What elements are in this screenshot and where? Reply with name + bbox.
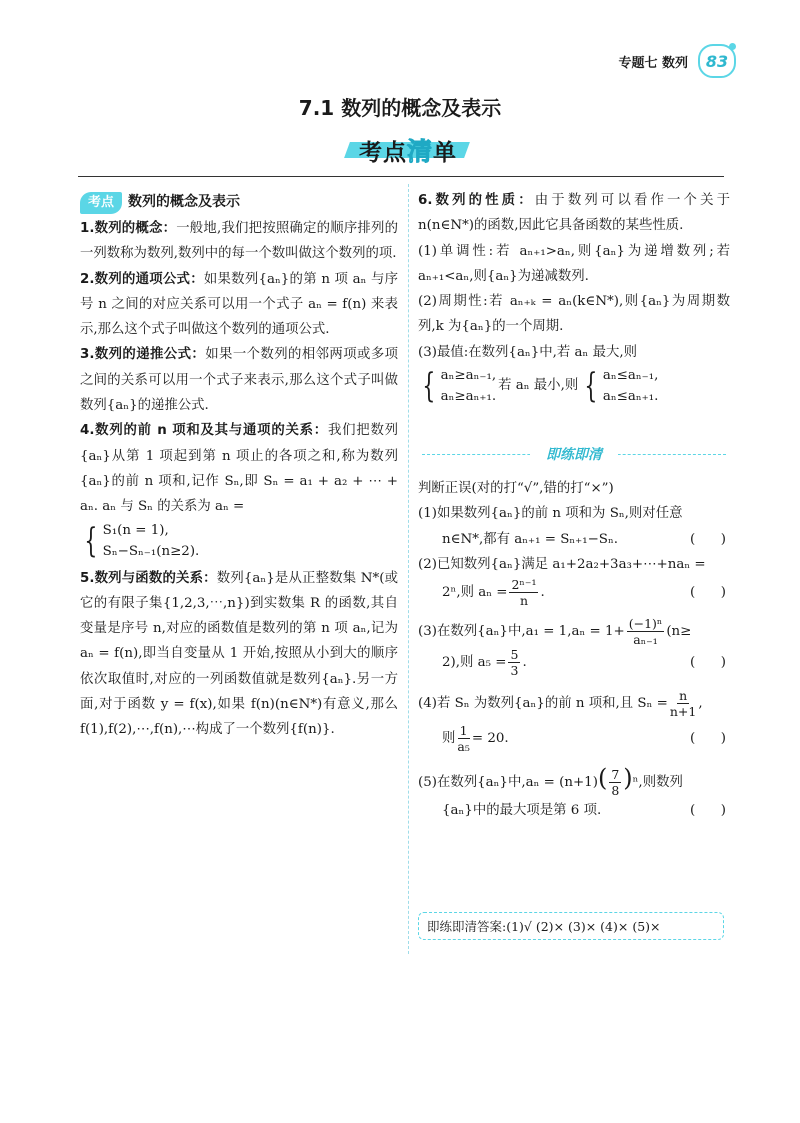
property-monotonic: (1)单调性:若 aₙ₊₁>aₙ,则{aₙ}为递增数列;若 aₙ₊₁<aₙ,则{aₙ}为递减数列. [418,243,730,284]
q3-ans-fraction [508,647,520,678]
question-1-line2 [418,527,730,552]
question-2-line2: 2ⁿ,则 aₙ = $\frac{\text{2ⁿ⁻¹}}{n}$ . ( ) [418,577,730,608]
banner-pre: 考点 [358,140,407,166]
answer-paren[interactable]: ( ) [690,531,726,547]
max-brace [418,365,496,407]
question-4-line2 [418,723,730,754]
piecewise-brace [80,520,199,562]
para-1-text: 一般地,我们把按照确定的顺序排列的一列数称为数列,数列中的每一个数叫做这个数列的项. [80,221,399,262]
dot-icon [729,43,736,50]
min-cond-2: aₙ≤aₙ₊₁. [602,389,659,405]
min-label: 若 aₙ 最小,则 [498,378,579,394]
q4-pre: 则 [442,731,456,747]
brace-icon: { [584,366,598,407]
answer-paren[interactable]: ( ) [690,803,726,819]
para-4-label: 4.数列的前 n 项和及其与通项的关系： [80,423,328,439]
q5-den: 8 [611,783,620,799]
q3-ans-den: 3 [510,663,519,679]
answer-box: 即练即清答案:(1)√ (2)× (3)× (4)× (5)× [418,912,724,940]
para-4-text: 我们把数列{aₙ}从第 1 项起到第 n 项止的各项之和,称为数列{aₙ}的前 n 项和,记作 Sₙ,即 Sₙ = a₁ + a₂ + ⋯ + aₙ. aₙ 与 Sₙ 的关系为 aₙ = [80,423,398,515]
practice-divider [418,444,730,466]
para-5-text: 数列{aₙ}是从正整数集 N*(或它的有限子集{1,2,3,⋯,n})到实数集 R 的函数,其自变量是序号 n,对应的函数值是数列的第 n 项 aₙ,记为 aₙ = f(n),即当自变量从 1 开始,按照从小到大的顺序依次取值时,对应的一列函数值就是数列{aₙ}.另一方面,对于函数 y = f(x),如果 f(n)(n∈N*)有意义,那么 f(1),f(2),⋯,f(n),⋯构成了一个数列{f(n)}. [80,570,398,738]
para-3-text: 如果一个数列的相邻两项或多项之间的关系可以用一个式子来表示,那么这个式子叫做数列{aₙ}的递推公式. [80,347,399,414]
q5-tail: ⁿ,则数列 [632,775,683,791]
question-2 [418,552,730,577]
para-6-label: 6.数列的性质： [418,193,535,208]
case-2: Sₙ−Sₙ₋₁(n≥2). [102,543,200,559]
practice-questions [418,476,730,823]
case-1: S₁(n = 1), [102,522,169,538]
min-brace [580,365,658,407]
q2-line2: 2ⁿ,则 aₙ = [442,585,508,601]
brace-icon: { [84,520,98,561]
kaodian-badge: 考点 [80,192,122,214]
q4b-fraction [457,723,469,754]
practice-label: 即练即清 [530,444,618,466]
question-3-line2: 2),则 a₅ = $\frac{5}{3}$ . ( ) [418,647,730,678]
q2-num: 2ⁿ⁻¹ [511,577,537,593]
para-5-label: 5.数列与函数的关系： [80,570,217,586]
q4b-num: 1 [459,723,468,739]
q4-fraction [670,688,696,719]
q5-line2: {aₙ}中的最大项是第 6 项. [442,803,602,819]
q3-line2: 2),则 a₅ = [442,655,507,671]
para-4-cases [80,520,398,562]
q2-fraction [509,577,538,608]
banner-mid: 清 [406,137,433,166]
chapter-label: 专题七 数列 [618,55,688,71]
q4-num: n [679,688,688,704]
para-2 [80,267,398,343]
q3-fraction [627,616,665,647]
q3-den: aₙ₋₁ [633,632,658,648]
min-cond-1: aₙ≤aₙ₋₁, [602,368,659,384]
q3-num: (−1)ⁿ [628,616,663,632]
q5-fraction [609,767,621,798]
max-cond-1: aₙ≥aₙ₋₁, [440,368,497,384]
para-5 [80,566,398,743]
section-title-row [80,188,398,216]
para-1-label: 1.数列的概念： [80,221,177,236]
para-2-text: 如果数列{aₙ}的第 n 项 aₙ 与序号 n 之间的对应关系可以用一个式子 aₙ = f(n) 来表示,那么这个式子叫做这个数列的通项公式. [80,271,399,338]
answer-paren[interactable]: ( ) [690,655,726,671]
para-2-label: 2.数列的通项公式： [80,271,204,287]
extremum-conditions [418,365,730,407]
section-heading: 7.1 数列的概念及表示 [298,96,502,120]
left-column [80,188,398,743]
answer-paren[interactable]: ( ) [690,585,726,601]
answer-paren[interactable]: ( ) [690,731,726,747]
question-3 [418,616,730,647]
para-4 [80,418,398,519]
property-periodic: (2)周期性:若 aₙ₊ₖ = aₙ(k∈N*),则{aₙ}为周期数列,k 为{aₙ}的一个周期. [418,294,730,335]
q4-post: = 20. [471,731,509,747]
banner-post: 单 [433,140,457,166]
page-number [698,44,736,78]
q2-line1: (2)已知数列{aₙ}满足 a₁+2a₂+3a₃+⋯+naₙ = [418,556,706,572]
q5-line1: (5)在数列{aₙ}中,aₙ = (n+1) [418,775,598,791]
q2-den: n [519,593,528,609]
banner-text [353,132,463,168]
judge-intro: 判断正误(对的打“√”,错的打“×”) [418,481,614,496]
question-1 [418,501,730,526]
para-6-text: 由于数列可以看作一个关于 n(n∈N*)的函数,因此它具备函数的某些性质. [418,193,731,234]
property-extremum: (3)最值:在数列{aₙ}中,若 aₙ 最大,则 [418,344,638,360]
brace-icon: { [422,366,436,407]
column-separator [408,184,409,954]
q1-line1: (1)如果数列{aₙ}的前 n 项和为 Sₙ,则对任意 [418,506,683,522]
q3-tail: (n≥ [666,624,692,640]
top-divider [78,176,724,177]
para-3-label: 3.数列的递推公式： [80,347,206,363]
page-header [618,46,736,76]
page-number-text: 83 [705,51,729,71]
section-title: 数列的概念及表示 [128,194,241,210]
question-4: (4)若 Sₙ 为数列{aₙ}的前 n 项和,且 Sₙ = $\frac{n}{n+1}$ , [418,688,703,720]
question-5-line2 [418,798,730,823]
para-3 [80,342,398,418]
question-5: (5)在数列{aₙ}中,aₙ = (n+1)( $\frac{7}{8}$ )ⁿ,则数列 [418,764,683,799]
q4b-den: a₅ [457,739,470,755]
para-1 [80,216,398,267]
kaodian-qingdan-banner [353,126,463,172]
right-column [418,188,730,407]
max-cond-2: aₙ≥aₙ₊₁. [440,389,497,405]
q4-den: n+1 [669,704,697,720]
q5-num: 7 [611,767,620,783]
para-6 [418,188,730,239]
q3-ans-num: 5 [510,647,519,663]
q3-line1: (3)在数列{aₙ}中,a₁ = 1,aₙ = 1+ [418,624,625,640]
q1-line2: n∈N*,都有 aₙ₊₁ = Sₙ₊₁−Sₙ. [442,531,619,547]
q4-line1: (4)若 Sₙ 为数列{aₙ}的前 n 项和,且 Sₙ = [418,696,668,712]
